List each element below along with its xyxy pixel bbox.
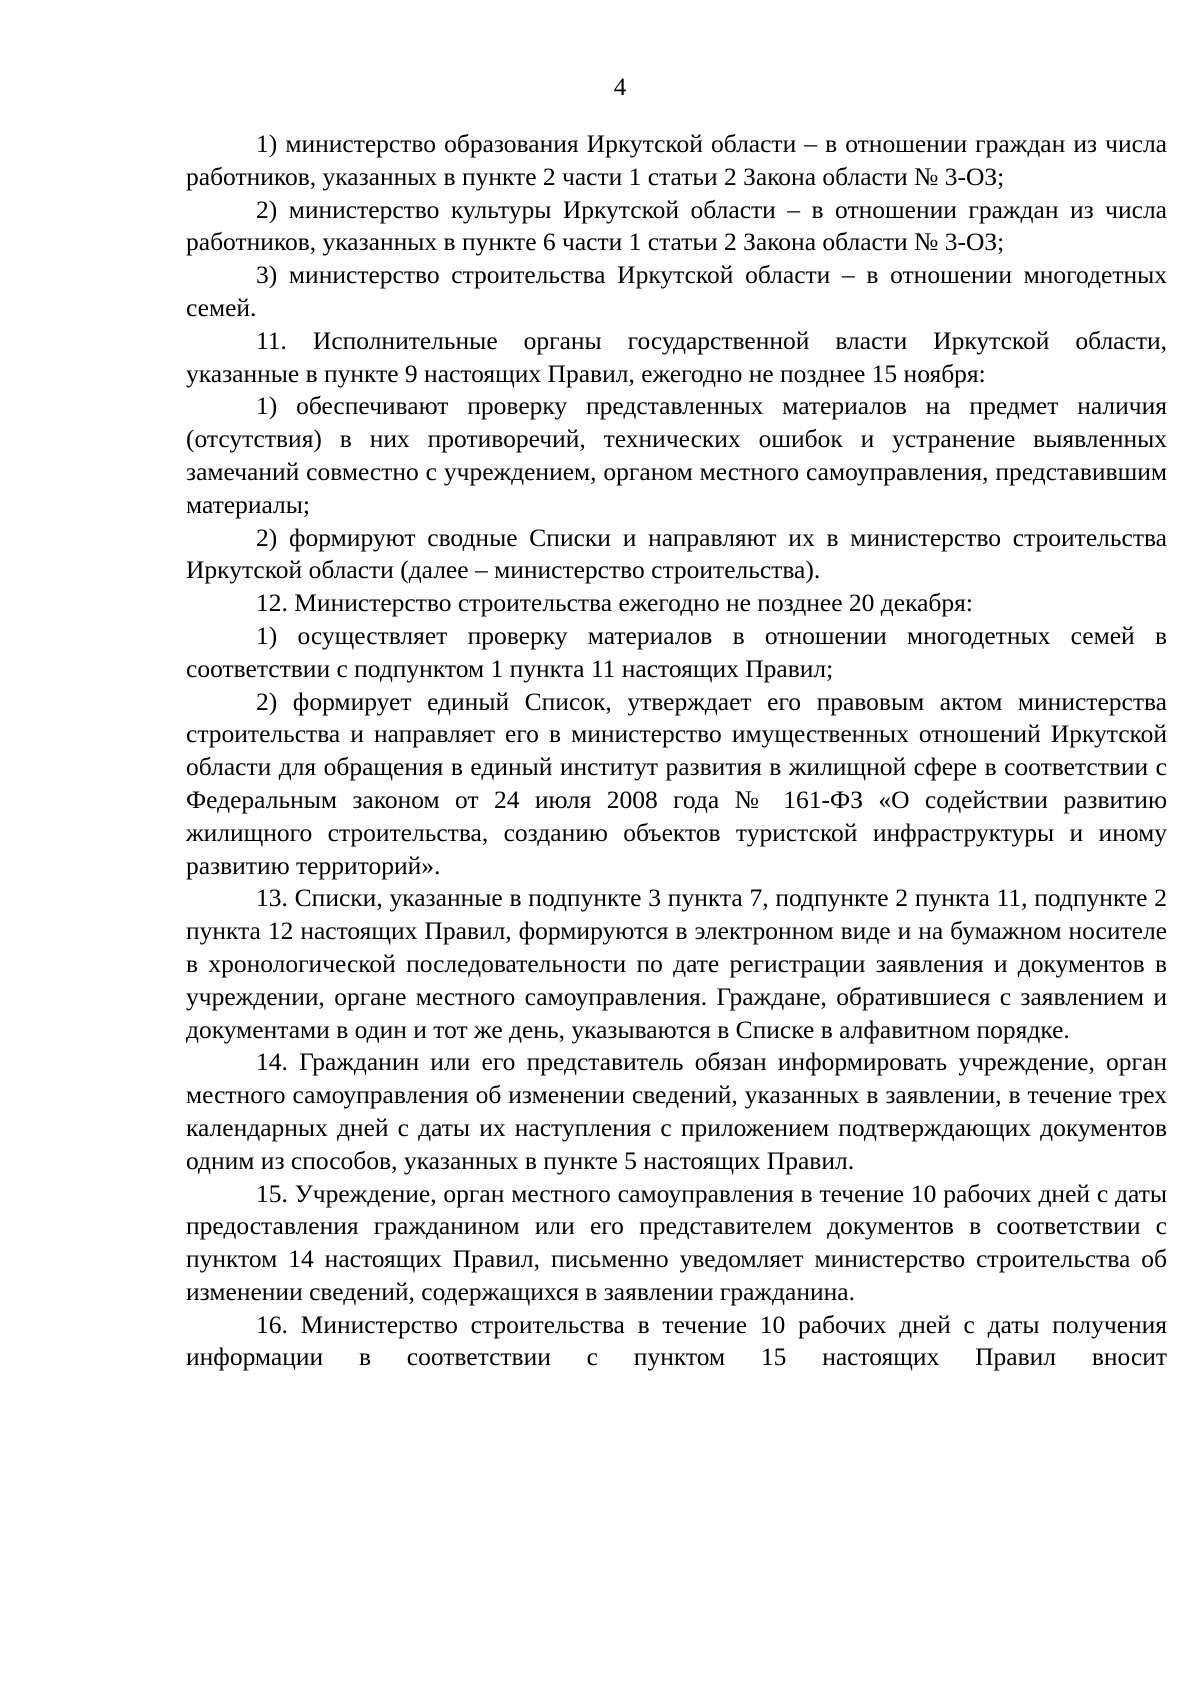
paragraph-item-11: 11. Исполнительные органы государственной власти Иркутской области, указанные в пункте 9 настоящих Правил, ежегодно не позднее 15 ноября: [186,325,1167,388]
paragraph-ministry-culture: 2) министерство культуры Иркутской области – в отношении граждан из числа работников, указанных в пункте 6 части 1 статьи 2 Закона области № 3-ОЗ; [186,194,1167,257]
page-number: 4 [613,74,627,101]
paragraph-item-16: 16. Министерство строительства в течение 10 рабочих дней с даты получения информации в соответствии с пунктом 15 настоящих Правил вносит [186,1309,1167,1372]
paragraph-item-12-sub-2: 2) формирует единый Список, утверждает его правовым актом министерства строительства и направляет его в министерство имущественных отношений Иркутской области для обращения в единый институт развития в жилищной сфере в соответствии с Федеральным законом от 24 июля 2008 года № 161-ФЗ «О содействии развитию жилищного строительства, созданию объектов туристской инфраструктуры и иному развитию территорий». [186,686,1167,880]
paragraph-item-13: 13. Списки, указанные в подпункте 3 пункта 7, подпункте 2 пункта 11, подпункте 2 пункта 12 настоящих Правил, формируются в электронном виде и на бумажном носителе в хронологической последовательности по дате регистрации заявления и документов в учреждении, органе местного самоуправления. Граждане, обратившиеся с заявлением и документами в один и тот же день, указываются в Списке в алфавитном порядке. [186,883,1167,1044]
paragraph-ministry-education: 1) министерство образования Иркутской области – в отношении граждан из числа работников, указанных в пункте 2 части 1 статьи 2 Закона области № 3-ОЗ; [186,129,1167,191]
paragraph-item-15: 15. Учреждение, орган местного самоуправления в течение 10 рабочих дней с даты предоставления гражданином или его представителем документов в соответствии с пунктом 14 настоящих Правил, письменно уведомляет министерство строительства об изменении сведений, содержащихся в заявлении гражданина. [186,1178,1167,1306]
paragraph-item-14: 14. Гражданин или его представитель обязан информировать учреждение, орган местного самоуправления об изменении сведений, указанных в заявлении, в течение трех календарных дней с даты их наступления с приложением подтверждающих документов одним из способов, указанных в пункте 5 настоящих Правил. [186,1047,1167,1175]
paragraph-ministry-construction: 3) министерство строительства Иркутской области – в отношении многодетных семей. [186,260,1167,322]
paragraph-item-12: 12. Министерство строительства ежегодно не позднее 20 декабря: [256,588,973,618]
paragraph-item-11-sub-2: 2) формируют сводные Списки и направляют их в министерство строительства Иркутской области (далее – министерство строительства). [186,522,1167,585]
paragraph-item-11-sub-1: 1) обеспечивают проверку представленных материалов на предмет наличия (отсутствия) в них противоречий, технических ошибок и устранение выявленных замечаний совместно с учреждением, органом местного самоуправления, представившим материалы; [186,391,1167,519]
paragraph-item-12-sub-1: 1) осуществляет проверку материалов в отношении многодетных семей в соответствии с подпунктом 1 пункта 11 настоящих Правил; [186,620,1167,683]
document-body [186,128,1167,1374]
